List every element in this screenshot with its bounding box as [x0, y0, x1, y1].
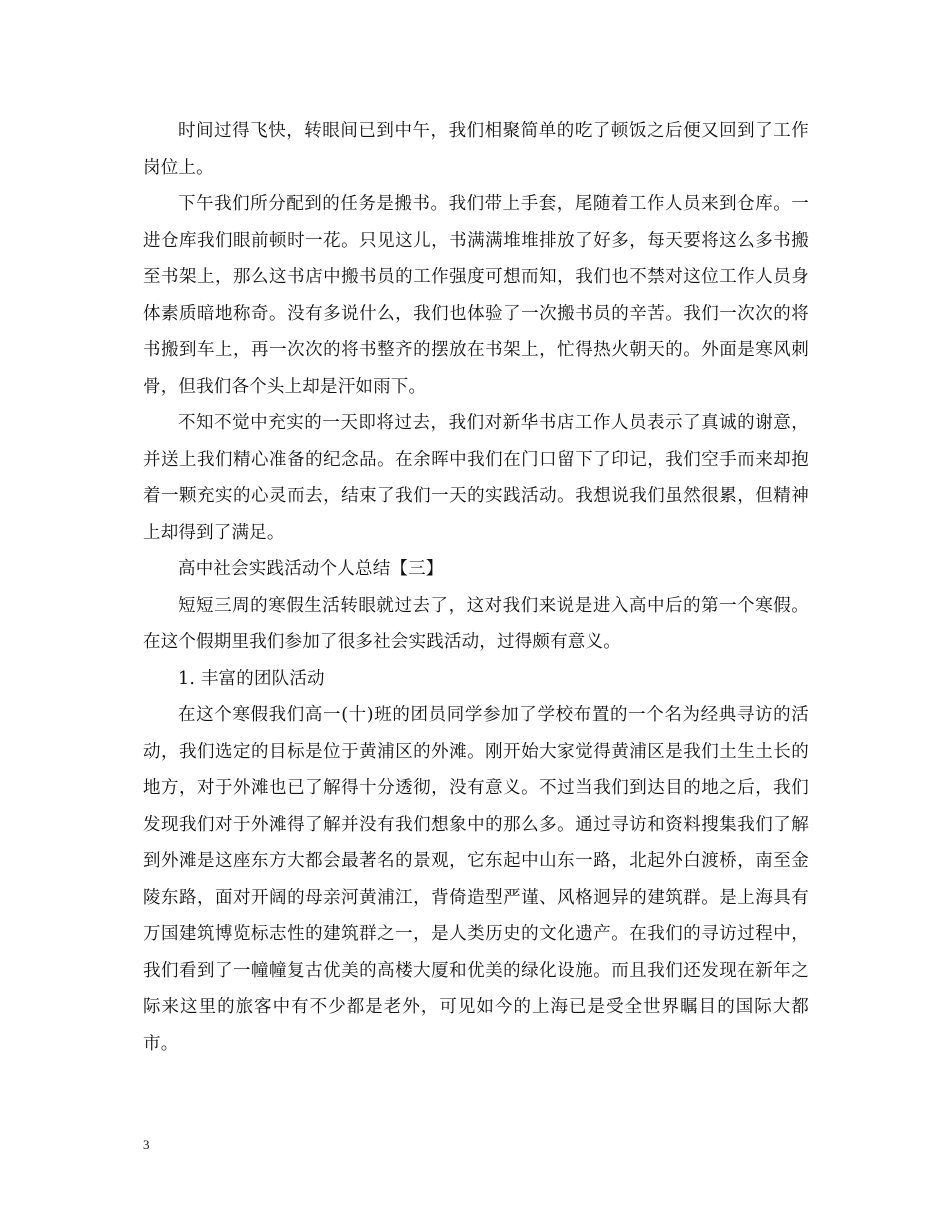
paragraph-lunch: 时间过得飞快，转眼间已到中午，我们相聚简单的吃了顿饭之后便又回到了工作岗位上。	[143, 121, 809, 178]
paragraph-moving-books: 下午我们所分配到的任务是搬书。我们带上手套，尾随着工作人员来到仓库。一进仓库我们眼前顿时一花。只见这儿，书满满堆堆排放了好多，每天要将这么多书搬至书架上，那么这书店中搬书员的工作强度可想而知，我们也不禁对这位工作人员身体素质暗地称奇。没有多说什么，我们也体验了一次搬书员的辛苦。我们一次次的将书搬到车上，再一次次的将书整齐的摆放在书架上，忙得热火朝天的。外面是寒风刺骨，但我们各个头上却是汗如雨下。	[143, 194, 809, 397]
paragraph-day-end: 不知不觉中充实的一天即将过去，我们对新华书店工作人员表示了真诚的谢意，并送上我们精心准备的纪念品。在余晖中我们在门口留下了印记，我们空手而来却抱着一颗充实的心灵而去，结束了我们一天的实践活动。我想说我们虽然很累，但精神上却得到了满足。	[143, 413, 809, 543]
paragraph-winter-break: 短短三周的寒假生活转眼就过去了，这对我们来说是进入高中后的第一个寒假。在这个假期里我们参加了很多社会实践活动，过得颇有意义。	[143, 595, 809, 652]
paragraph-bund-visit: 在这个寒假我们高一(十)班的团员同学参加了学校布置的一个名为经典寻访的活动，我们选定的目标是位于黄浦区的外滩。刚开始大家觉得黄浦区是我们土生土长的地方，对于外滩也已了解得十分透彻，没有意义。不过当我们到达目的地之后，我们发现我们对于外滩得了解并没有我们想象中的那么多。通过寻访和资料搜集我们了解到外滩是这座东方大都会最著名的景观，它东起中山东一路，北起外白渡桥，南至金陵东路，面对开阔的母亲河黄浦江，背倚造型严谨、风格迥异的建筑群。是上海具有万国建筑博览标志性的建筑群之一，是人类历史的文化遗产。在我们的寻访过程中，我们看到了一幢幢复古优美的高楼大厦和优美的绿化设施。而且我们还发现在新年之际来这里的旅客中有不少都是老外，可见如今的上海已是受全世界瞩目的国际大都市。	[143, 705, 809, 1054]
document-body	[143, 113, 809, 1062]
page-number: 3	[143, 1137, 150, 1152]
section-heading: 高中社会实践活动个人总结【三】	[178, 559, 444, 579]
list-item-heading: 1. 丰富的团队活动	[178, 668, 325, 689]
